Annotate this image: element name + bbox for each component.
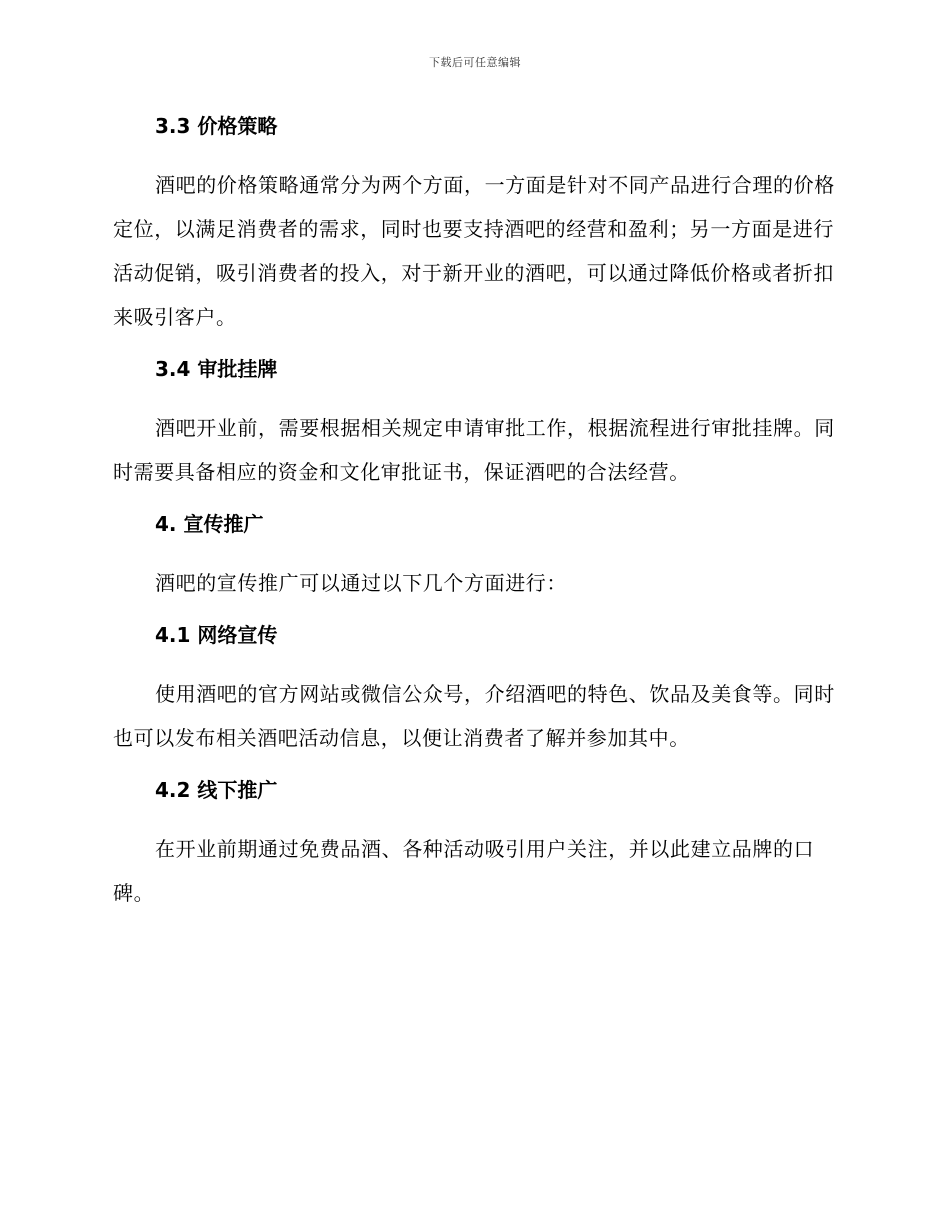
section-paragraph: 酒吧开业前，需要根据相关规定申请审批工作，根据流程进行审批挂牌。同时需要具备相应的资金和文化审批证书，保证酒吧的合法经营。 [113, 416, 835, 484]
section-online-promotion [113, 619, 837, 760]
section-heading: 4.2 线下推广 [155, 778, 278, 802]
section-promotion [113, 508, 837, 605]
section-paragraph: 酒吧的宣传推广可以通过以下几个方面进行： [155, 571, 567, 595]
section-heading: 3.4 审批挂牌 [155, 357, 278, 381]
document-body [113, 110, 837, 915]
section-heading: 4.1 网络宣传 [155, 623, 278, 647]
section-heading: 4. 宣传推广 [155, 512, 264, 536]
section-heading: 3.3 价格策略 [155, 114, 278, 138]
section-paragraph: 使用酒吧的官方网站或微信公众号，介绍酒吧的特色、饮品及美食等。同时也可以发布相关酒吧活动信息，以便让消费者了解并参加其中。 [113, 682, 835, 750]
section-paragraph: 在开业前期通过免费品酒、各种活动吸引用户关注，并以此建立品牌的口碑。 [113, 837, 815, 905]
section-paragraph: 酒吧的价格策略通常分为两个方面，一方面是针对不同产品进行合理的价格定位，以满足消费者的需求，同时也要支持酒吧的经营和盈利；另一方面是进行活动促销，吸引消费者的投入，对于新开业的酒吧，可以通过降低价格或者折扣来吸引客户。 [113, 173, 835, 329]
page-header-note: 下载后可任意编辑 [429, 56, 521, 69]
section-approval-licensing [113, 353, 837, 494]
section-offline-promotion [113, 774, 837, 915]
section-pricing-strategy [113, 110, 837, 339]
